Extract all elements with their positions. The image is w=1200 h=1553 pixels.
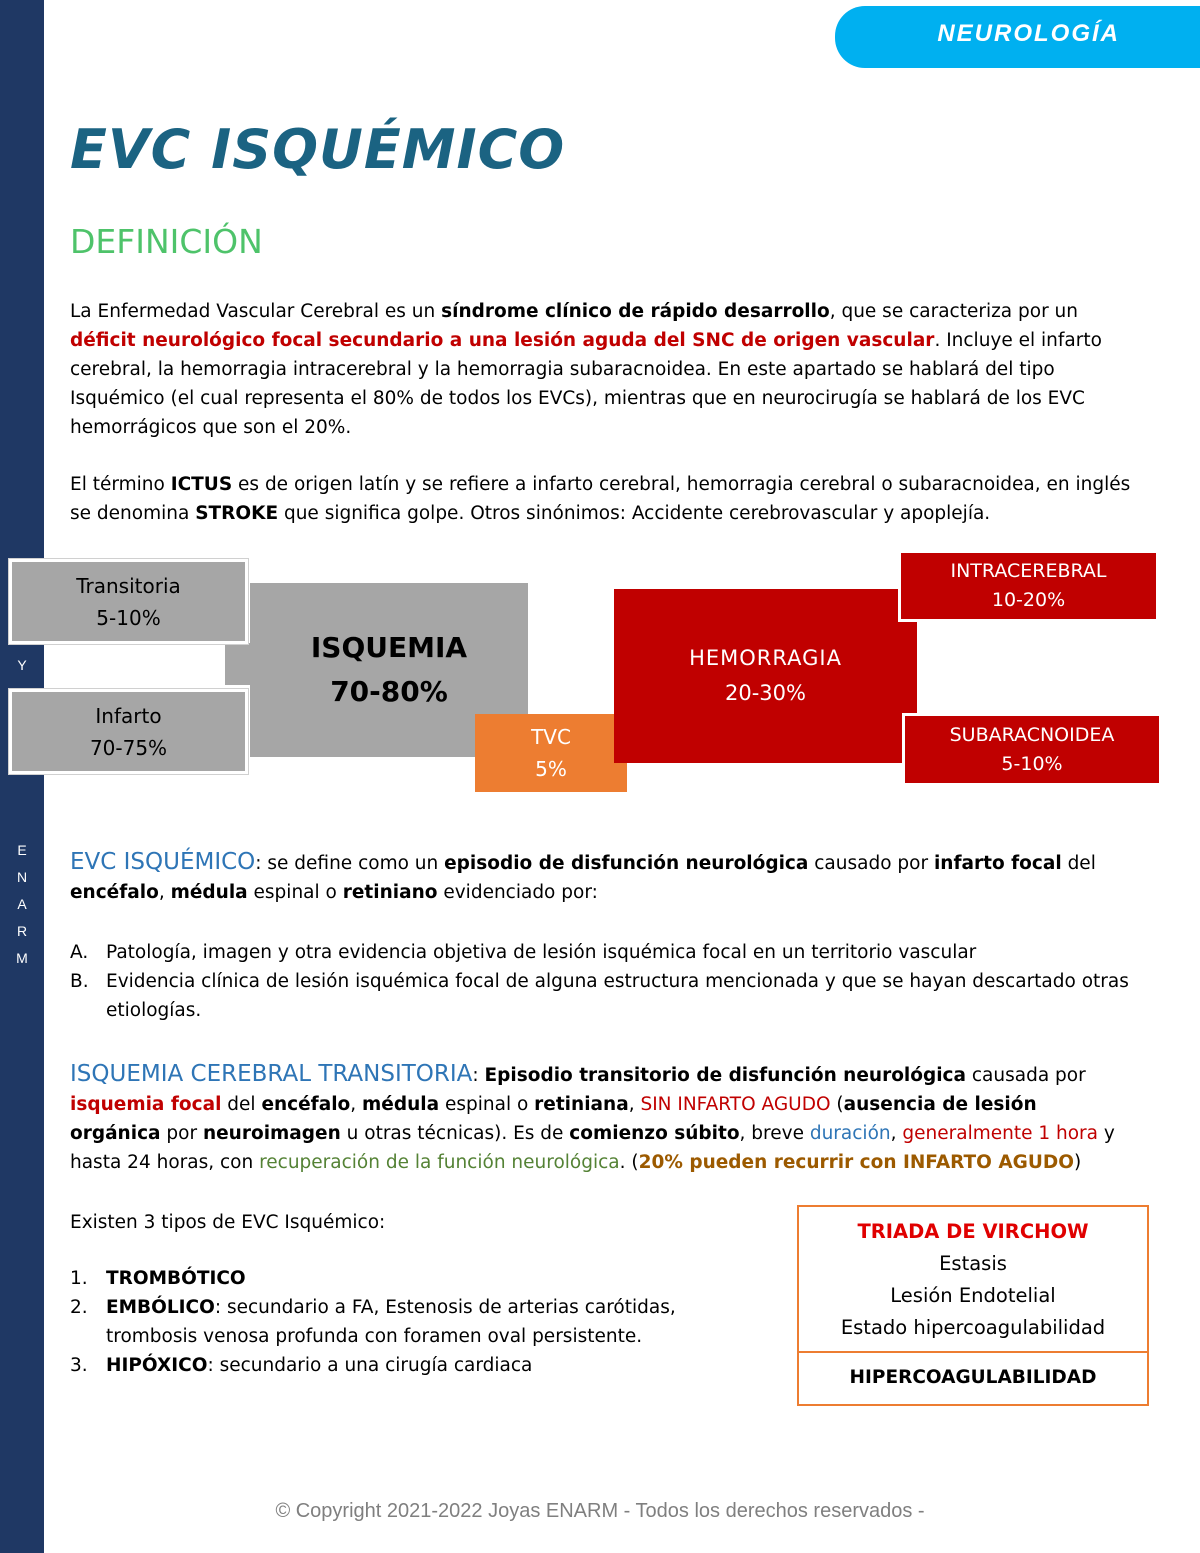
sidebar-letters-top [0, 652, 44, 679]
virchow-item: Lesión Endotelial [890, 1284, 1056, 1307]
definition-paragraph-1 [70, 297, 1132, 442]
tvc-box [475, 714, 627, 792]
text: evidenciado por: [437, 882, 598, 903]
infarto-pct: 70-75% [89, 735, 168, 760]
text-bold: encéfalo [70, 882, 159, 903]
sidebar-letter: Y [17, 657, 27, 673]
text: espinal o [247, 882, 343, 903]
hemorragia-label: HEMORRAGIA [689, 646, 842, 670]
text-bold: retiniano [342, 882, 438, 903]
virchow-footer: HIPERCOAGULABILIDAD [849, 1367, 1097, 1388]
ict-definition [70, 1060, 1132, 1177]
evc-criteria-list [70, 938, 1132, 1025]
infarto-label: Infarto [95, 703, 162, 728]
text: , [350, 1094, 363, 1115]
text: , [628, 1094, 641, 1115]
text-highlight: SIN INFARTO AGUDO [640, 1094, 831, 1115]
text: y hasta 24 horas, con [70, 1123, 1115, 1173]
list-item [70, 1293, 710, 1351]
definition-heading: DEFINICIÓN [70, 222, 263, 261]
text: que significa golpe. Otros sinónimos: Accidente cerebrovascular y apoplejía. [278, 503, 991, 524]
sidebar [0, 0, 44, 1553]
text-highlight: déficit neurológico focal secundario a una lesión aguda del SNC de origen vascular [70, 330, 935, 351]
sidebar-letter: E [17, 842, 27, 858]
text-highlight: recuperación de la función neurológica [259, 1152, 620, 1173]
tvc-pct: 5% [535, 757, 567, 781]
intracerebral-label: INTRACEREBRAL [950, 560, 1107, 582]
text: , que se caracteriza por un [829, 301, 1079, 322]
text: del [1061, 853, 1096, 874]
page-title: EVC ISQUÉMICO [70, 118, 566, 181]
text: por [160, 1123, 203, 1144]
types-list [70, 1264, 710, 1380]
list-item [70, 1264, 710, 1293]
tvc-label: TVC [531, 725, 571, 749]
evc-definition [70, 848, 1132, 907]
text: , [158, 882, 171, 903]
text-bold: médula [362, 1094, 440, 1115]
text-bold: infarto focal [933, 853, 1062, 874]
text-bold: retiniana [534, 1094, 629, 1115]
list-item-text: Patología, imagen y otra evidencia objetiva de lesión isquémica focal en un territorio vascular [106, 942, 977, 963]
transitoria-box [9, 559, 248, 644]
list-item [70, 967, 1132, 1025]
virchow-item: Estado hipercoagulabilidad [840, 1316, 1106, 1339]
text-highlight: isquemia focal [70, 1094, 222, 1115]
text: La Enfermedad Vascular Cerebral es un [70, 301, 442, 322]
section-tag-label: NEUROLOGÍA [937, 20, 1120, 47]
text-bold: episodio de disfunción neurológica [444, 853, 809, 874]
subaracnoidea-label: SUBARACNOIDEA [949, 723, 1115, 746]
list-item-label: 2. [70, 1297, 88, 1318]
text: , [890, 1123, 903, 1144]
text: El término [70, 474, 171, 495]
isquemia-pct: 70-80% [330, 675, 448, 708]
text: es de origen latín y se refiere a infarto cerebral, hemorragia cerebral o subaracnoidea, en inglés se denomina [70, 474, 1131, 524]
text: del [221, 1094, 262, 1115]
virchow-triad-box [797, 1205, 1149, 1406]
list-item-label: B. [70, 971, 89, 992]
list-item-name: EMBÓLICO [106, 1297, 215, 1318]
list-item-text: : secundario a una cirugía cardiaca [207, 1355, 533, 1376]
list-item-label: 1. [70, 1268, 88, 1289]
text: : [255, 853, 268, 874]
sidebar-letters-bottom [0, 837, 44, 972]
text-bold: médula [170, 882, 248, 903]
text-highlight: 20% pueden recurrir con INFARTO AGUDO [638, 1152, 1074, 1173]
transitoria-label: Transitoria [76, 573, 181, 598]
list-item-name: HIPÓXICO [106, 1355, 208, 1376]
text: se define como un [267, 853, 445, 874]
list-item-name: TROMBÓTICO [106, 1268, 246, 1289]
isquemia-label: ISQUEMIA [310, 631, 468, 664]
definition-paragraph-2 [70, 470, 1132, 528]
sidebar-letter: R [16, 923, 28, 939]
copyright-footer: © Copyright 2021-2022 Joyas ENARM - Todos los derechos reservados - [275, 1500, 925, 1522]
transitoria-pct: 5-10% [96, 605, 161, 630]
divider [799, 1351, 1147, 1353]
subaracnoidea-pct: 5-10% [1001, 752, 1063, 775]
text-bold: Episodio transitorio de disfunción neurológica [484, 1065, 966, 1086]
hemorragia-box [614, 589, 917, 763]
list-item-text: : secundario a FA, Estenosis de arterias carótidas, trombosis venosa profunda con foramen oval persistente. [106, 1297, 676, 1347]
text-bold: síndrome clínico de rápido desarrollo [441, 301, 830, 322]
text: causado por [808, 853, 934, 874]
sidebar-letter: N [16, 869, 28, 885]
infarto-box [9, 689, 248, 774]
text: ( [830, 1094, 844, 1115]
text-bold: neuroimagen [202, 1123, 341, 1144]
ict-heading: ISQUEMIA CEREBRAL TRANSITORIA [70, 1061, 473, 1087]
list-item-text: Evidencia clínica de lesión isquémica focal de alguna estructura mencionada y que se hayan descartado otras etiologías. [106, 971, 1129, 1021]
text: ) [1073, 1152, 1082, 1173]
section-tag [835, 6, 1200, 68]
sidebar-letter: A [17, 896, 27, 912]
text-bold: ICTUS [170, 474, 233, 495]
intracerebral-pct: 10-20% [991, 589, 1066, 611]
hemorragia-pct: 20-30% [725, 681, 806, 705]
text-bold: encéfalo [261, 1094, 351, 1115]
text: . Incluye el infarto cerebral, la hemorragia intracerebral y la hemorragia subaracnoidea. En este apartado se hablará del tipo Isquémico (el cual representa el 80% de todos los EVCs), mientras que en neurocirugía se hablará de los EVC hemorrágicos que son el 20%. [70, 330, 1102, 438]
text: , breve [739, 1123, 810, 1144]
list-item-label: A. [70, 942, 89, 963]
text: : [472, 1065, 485, 1086]
text-highlight: generalmente 1 hora [902, 1123, 1098, 1144]
text-bold: ausencia de lesión orgánica [70, 1094, 1037, 1144]
text-highlight: duración [809, 1123, 891, 1144]
list-item [70, 1351, 710, 1380]
text: . ( [619, 1152, 639, 1173]
virchow-item: Estasis [939, 1252, 1007, 1275]
sidebar-letter: M [16, 950, 28, 966]
list-item-label: 3. [70, 1355, 88, 1376]
text-bold: STROKE [195, 503, 279, 524]
subaracnoidea-box [902, 713, 1162, 786]
evc-heading: EVC ISQUÉMICO [70, 849, 256, 875]
list-item [70, 938, 1132, 967]
intracerebral-box [898, 550, 1159, 622]
virchow-title: TRIADA DE VIRCHOW [857, 1220, 1089, 1243]
text: u otras técnicas). Es de [340, 1123, 570, 1144]
types-intro: Existen 3 tipos de EVC Isquémico: [70, 1212, 386, 1233]
text-bold: comienzo súbito [569, 1123, 740, 1144]
text: causada por [966, 1065, 1086, 1086]
text: espinal o [439, 1094, 535, 1115]
